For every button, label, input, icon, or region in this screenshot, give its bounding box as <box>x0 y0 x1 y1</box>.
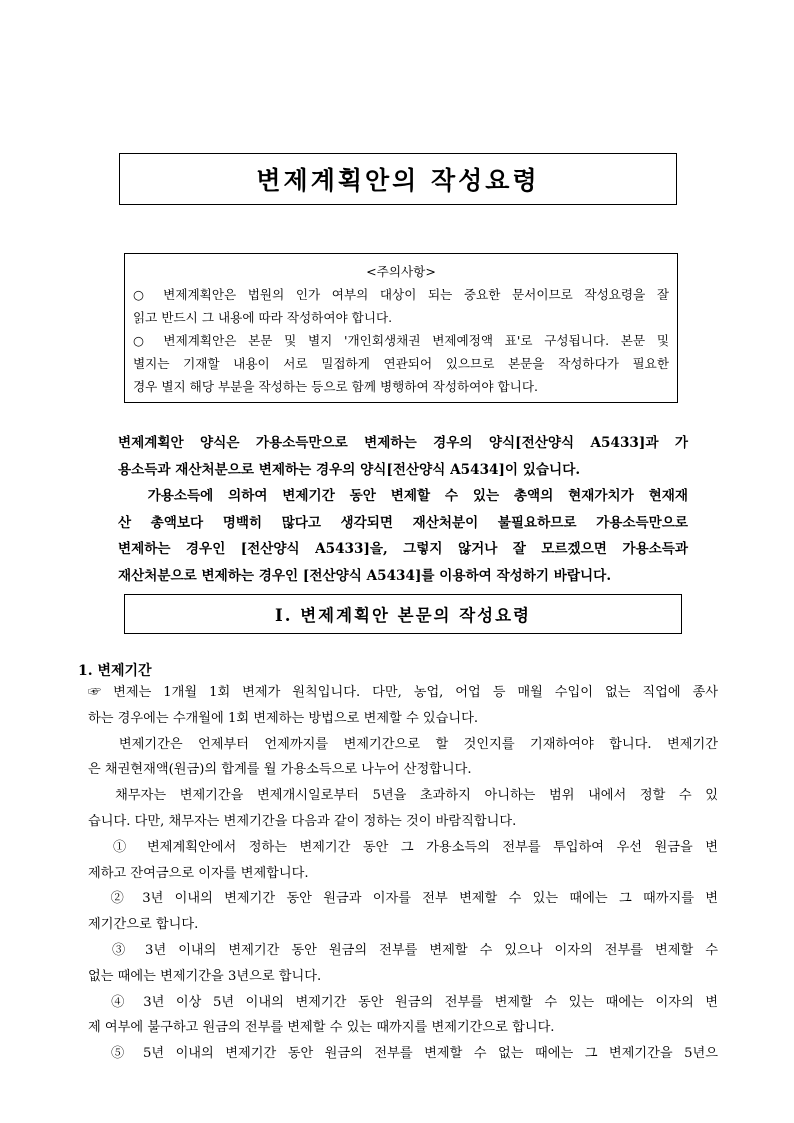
title-box <box>119 153 677 205</box>
body-line: 없는 때에는 변제기간을 3년으로 합니다. <box>88 968 322 984</box>
section-title-box <box>124 594 682 634</box>
subsection-title: 1. 변제기간 <box>78 663 152 679</box>
notice-line: ○ 변제계획안은 본문 및 별지 '개인회생채권 변제예정액 표'로 구성됩니다. 본문 및 <box>133 333 669 348</box>
intro-line: 용소득과 재산처분으로 변제하는 경우의 양식[전산양식 A5434]이 있습니다. <box>118 461 581 478</box>
intro-line: 재산처분으로 변제하는 경우인 [전산양식 A5434]를 이용하여 작성하기 바랍니다. <box>118 567 612 584</box>
notice-line: ○ 변제계획안은 법원의 인가 여부의 대상이 되는 중요한 문서이므로 작성요령을 잘 <box>133 287 669 302</box>
intro-line: 가용소득에 의하여 변제기간 동안 변제할 수 있는 총액의 현재가치가 현재재 <box>118 488 688 504</box>
body-line: ⑤ 5년 이내의 변제기간 동안 원금의 전부를 변제할 수 없는 때에는 그 변제기간을 5년으 <box>88 1046 718 1062</box>
intro-line: 변제계획안 양식은 가용소득만으로 변제하는 경우의 양식[전산양식 A5433]과 가 <box>118 435 688 451</box>
body-text <box>88 680 718 1067</box>
section-title: Ⅰ. 변제계획안 본문의 작성요령 <box>275 606 531 625</box>
notice-heading: <주의사항> <box>366 264 436 279</box>
notice-line: 읽고 반드시 그 내용에 따라 작성하여야 합니다. <box>133 310 393 325</box>
body-line: 제기간으로 합니다. <box>88 917 199 933</box>
body-line: 은 채권현재액(원금)의 합계를 월 가용소득으로 나누어 산정합니다. <box>88 762 472 778</box>
body-line: 채무자는 변제기간을 변제개시일로부터 5년을 초과하지 아니하는 범위 내에서 정할 수 있 <box>88 788 718 804</box>
notice-box <box>124 253 678 403</box>
body-line: ② 3년 이내의 변제기간 동안 원금과 이자를 전부 변제할 수 있는 때에는 그 때까지를 변 <box>88 891 718 907</box>
body-line: 제하고 잔여금으로 이자를 변제합니다. <box>88 865 309 881</box>
body-line: 변제기간은 언제부터 언제까지를 변제기간으로 할 것인지를 기재하여야 합니다. 변제기간 <box>88 736 718 752</box>
body-line: ① 변제계획안에서 정하는 변제기간 동안 그 가용소득의 전부를 투입하여 우선 원금을 변 <box>88 839 718 855</box>
document-title: 변제계획안의 작성요령 <box>256 166 540 195</box>
notice-line: 별지는 기재할 내용이 서로 밀접하게 연관되어 있으므로 본문을 작성하다가 필요한 <box>133 356 669 371</box>
body-line: ④ 3년 이상 5년 이내의 변제기간 동안 원금의 전부를 변제할 수 있는 때에는 이자의 변 <box>88 994 718 1010</box>
intro-paragraph <box>118 430 688 589</box>
notice-line: 경우 별지 해당 부분을 작성하는 등으로 함께 병행하여 작성하여야 합니다. <box>133 379 538 394</box>
body-line: ③ 3년 이내의 변제기간 동안 원금의 전부를 변제할 수 있으나 이자의 전부를 변제할 수 <box>88 942 718 958</box>
body-line: 습니다. 다만, 채무자는 변제기간을 다음과 같이 정하는 것이 바람직합니다. <box>88 813 517 829</box>
body-line: 제 여부에 불구하고 원금의 전부를 변제할 수 있는 때까지를 변제기간으로 합니다. <box>88 1020 555 1036</box>
body-line: ☞ 변제는 1개월 1회 변제가 원칙입니다. 다만, 농업, 어업 등 매월 수입이 없는 직업에 종사 <box>88 685 718 700</box>
intro-line: 변제하는 경우인 [전산양식 A5433]을, 그렇지 않거나 잘 모르겠으면 가용소득과 <box>118 541 688 557</box>
body-line: 하는 경우에는 수개월에 1회 변제하는 방법으로 변제할 수 있습니다. <box>88 710 479 726</box>
intro-line: 산 총액보다 명백히 많다고 생각되면 재산처분이 불필요하므로 가용소득만으로 <box>118 514 688 531</box>
